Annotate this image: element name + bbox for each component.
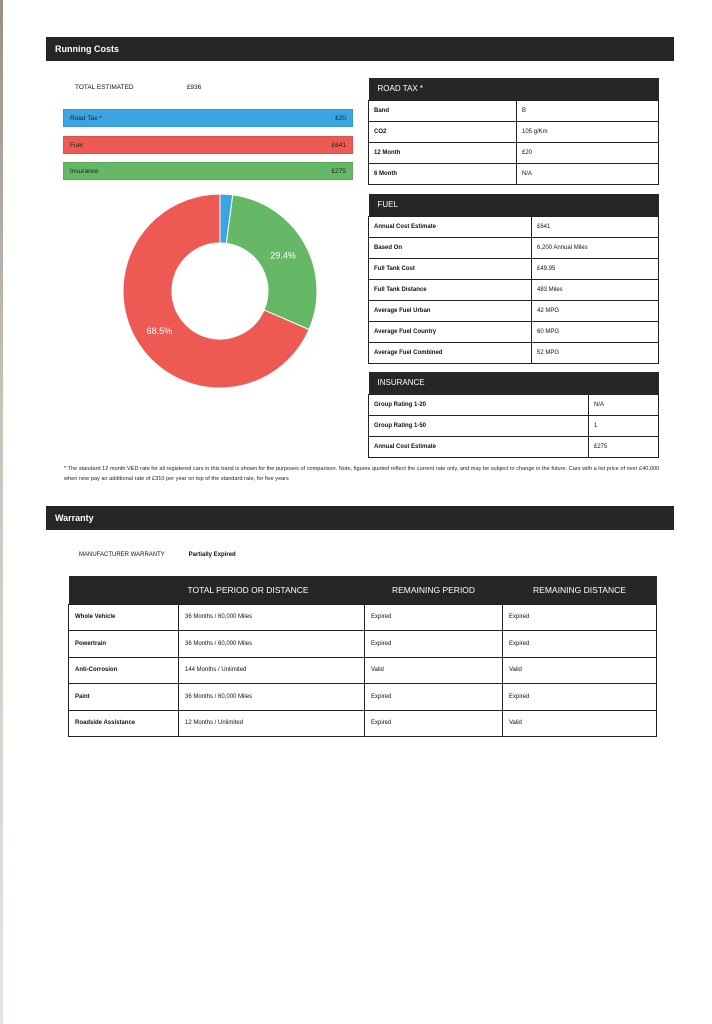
fuel-country-label: Average Fuel Country (369, 321, 532, 342)
table-row (69, 657, 657, 684)
warranty-row-distance: Valid (503, 710, 657, 737)
donut-slice-insurance (226, 195, 317, 330)
warranty-table-header (69, 576, 657, 604)
table-row (69, 604, 657, 631)
table-row (369, 163, 659, 184)
warranty-row-period: Expired (365, 631, 503, 658)
warranty-row-name: Paint (69, 684, 179, 711)
fuel-cost-bar (63, 136, 353, 154)
fuel-full-tank-cost-value: £49.95 (532, 258, 659, 279)
fuel-bar-value: £641 (331, 142, 346, 149)
warranty-row-total: 12 Months / Unlimited (179, 710, 365, 737)
fuel-table-title: FUEL (369, 194, 659, 216)
table-row (69, 631, 657, 658)
insurance-bar-label: Insurance (70, 168, 99, 175)
insurance-bar-value: £275 (331, 168, 346, 175)
insurance-group-20-label: Group Rating 1-20 (369, 394, 589, 415)
insurance-group-20-value: N/A (589, 394, 659, 415)
table-row (369, 216, 659, 237)
warranty-row-name: Roadside Assistance (69, 710, 179, 737)
table-row (69, 710, 657, 737)
donut-label-insurance: 29.4% (270, 250, 296, 261)
fuel-based-on-value: 6,200 Annual Miles (532, 237, 659, 258)
fuel-table (368, 194, 659, 364)
fuel-annual-cost-label: Annual Cost Estimate (369, 216, 532, 237)
manufacturer-warranty-row (79, 552, 236, 558)
insurance-annual-cost-value: £275 (589, 436, 659, 457)
manufacturer-warranty-value: Partially Expired (188, 552, 236, 558)
table-row (369, 342, 659, 363)
table-row (369, 237, 659, 258)
warranty-header (46, 506, 674, 530)
road-tax-bar-value: £20 (335, 115, 346, 122)
table-row (369, 394, 659, 415)
insurance-annual-cost-label: Annual Cost Estimate (369, 436, 589, 457)
warranty-row-total: 144 Months / Unlimited (179, 657, 365, 684)
donut-label-fuel: 68.5% (146, 325, 173, 336)
fuel-combined-value: 52 MPG (532, 342, 659, 363)
warranty-header-remaining-distance: REMAINING DISTANCE (503, 576, 657, 604)
table-row (369, 142, 659, 163)
road-tax-co2-value: 105 g/Km (517, 121, 659, 142)
road-tax-footnote: * The standard 12 month VED rate for all registered cars in this band is shown for the purposes of comparison. Note, figures quoted reflect the current rate only, and may be subject to change in the future. Cars with a list price of over £40,000 when new pay an additional rate of £310 per year on top of the standard rate, for five years (64, 466, 660, 482)
manufacturer-warranty-label: MANUFACTURER WARRANTY (79, 552, 165, 558)
fuel-full-tank-cost-label: Full Tank Cost (369, 258, 532, 279)
fuel-annual-cost-value: £641 (532, 216, 659, 237)
table-row (369, 321, 659, 342)
page-edge-shadow (0, 0, 3, 1024)
warranty-header-total: TOTAL PERIOD OR DISTANCE (179, 576, 365, 604)
table-row (369, 300, 659, 321)
insurance-group-50-value: 1 (589, 415, 659, 436)
warranty-row-distance: Expired (503, 631, 657, 658)
table-row (369, 279, 659, 300)
fuel-bar-label: Fuel (70, 142, 83, 149)
road-tax-co2-label: CO2 (369, 121, 517, 142)
warranty-row-distance: Expired (503, 604, 657, 631)
warranty-row-distance: Expired (503, 684, 657, 711)
road-tax-band-value: B (517, 100, 659, 121)
insurance-group-50-label: Group Rating 1-50 (369, 415, 589, 436)
table-row (369, 258, 659, 279)
total-estimated-row (75, 84, 201, 91)
insurance-table (368, 372, 659, 458)
warranty-title: Warranty (55, 513, 94, 523)
total-estimated-label: TOTAL ESTIMATED (75, 84, 134, 91)
fuel-full-tank-distance-value: 483 Miles (532, 279, 659, 300)
warranty-row-distance: Valid (503, 657, 657, 684)
table-row (369, 121, 659, 142)
road-tax-table (368, 78, 659, 185)
table-row (69, 684, 657, 711)
warranty-row-name: Anti-Corrosion (69, 657, 179, 684)
warranty-row-period: Expired (365, 604, 503, 631)
warranty-row-period: Valid (365, 657, 503, 684)
fuel-country-value: 60 MPG (532, 321, 659, 342)
fuel-based-on-label: Based On (369, 237, 532, 258)
warranty-row-name: Whole Vehicle (69, 604, 179, 631)
road-tax-6-month-label: 6 Month (369, 163, 517, 184)
road-tax-cost-bar (63, 109, 353, 127)
warranty-row-total: 36 Months / 60,000 Miles (179, 631, 365, 658)
table-row (369, 436, 659, 457)
warranty-header-blank (69, 576, 179, 604)
road-tax-6-month-value: N/A (517, 163, 659, 184)
insurance-cost-bar (63, 162, 353, 180)
road-tax-12-month-label: 12 Month (369, 142, 517, 163)
fuel-urban-value: 42 MPG (532, 300, 659, 321)
warranty-header-remaining-period: REMAINING PERIOD (365, 576, 503, 604)
fuel-urban-label: Average Fuel Urban (369, 300, 532, 321)
warranty-row-total: 36 Months / 60,000 Miles (179, 684, 365, 711)
road-tax-bar-label: Road Tax * (70, 115, 102, 122)
fuel-full-tank-distance-label: Full Tank Distance (369, 279, 532, 300)
warranty-row-period: Expired (365, 684, 503, 711)
total-estimated-value: £936 (186, 84, 202, 91)
warranty-table (68, 576, 657, 737)
insurance-table-title: INSURANCE (369, 372, 659, 394)
warranty-row-total: 36 Months / 60,000 Miles (179, 604, 365, 631)
table-row (369, 100, 659, 121)
warranty-row-period: Expired (365, 710, 503, 737)
warranty-row-name: Powertrain (69, 631, 179, 658)
running-costs-donut-chart (122, 193, 318, 389)
table-row (369, 415, 659, 436)
road-tax-12-month-value: £20 (517, 142, 659, 163)
road-tax-band-label: Band (369, 100, 517, 121)
road-tax-table-title: ROAD TAX * (369, 78, 659, 100)
running-costs-title: Running Costs (55, 44, 119, 54)
fuel-combined-label: Average Fuel Combined (369, 342, 532, 363)
running-costs-header (46, 37, 674, 61)
